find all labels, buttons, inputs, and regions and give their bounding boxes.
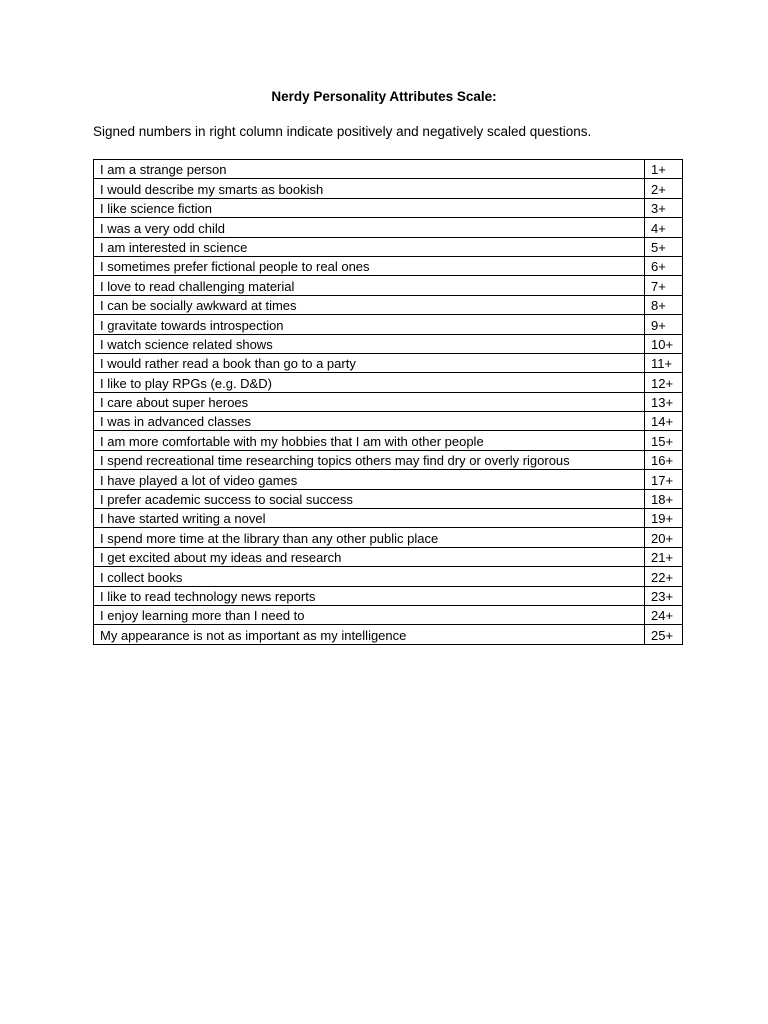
item-score: 8+ — [645, 295, 683, 314]
table-row — [94, 489, 683, 508]
item-score: 10+ — [645, 334, 683, 353]
item-score: 11+ — [645, 353, 683, 372]
item-score: 23+ — [645, 586, 683, 605]
table-row — [94, 450, 683, 469]
item-score: 21+ — [645, 547, 683, 566]
table-row — [94, 315, 683, 334]
item-statement: I like science fiction — [94, 198, 645, 217]
item-statement: I have started writing a novel — [94, 509, 645, 528]
item-statement: I have played a lot of video games — [94, 470, 645, 489]
item-score: 16+ — [645, 450, 683, 469]
item-score: 9+ — [645, 315, 683, 334]
table-row — [94, 218, 683, 237]
item-statement: I can be socially awkward at times — [94, 295, 645, 314]
table-row — [94, 334, 683, 353]
intro-text: Signed numbers in right column indicate positively and negatively scaled questions. — [93, 124, 592, 139]
table-row — [94, 256, 683, 275]
item-score: 4+ — [645, 218, 683, 237]
scale-table-body — [94, 160, 683, 645]
item-statement: My appearance is not as important as my intelligence — [94, 625, 645, 644]
table-row — [94, 353, 683, 372]
item-statement: I collect books — [94, 567, 645, 586]
item-statement: I enjoy learning more than I need to — [94, 605, 645, 624]
item-score: 17+ — [645, 470, 683, 489]
item-statement: I love to read challenging material — [94, 276, 645, 295]
item-statement: I am a strange person — [94, 160, 645, 179]
table-row — [94, 276, 683, 295]
item-statement: I like to play RPGs (e.g. D&D) — [94, 373, 645, 392]
item-score: 15+ — [645, 431, 683, 450]
item-statement: I would describe my smarts as bookish — [94, 179, 645, 198]
table-row — [94, 179, 683, 198]
table-row — [94, 431, 683, 450]
item-score: 14+ — [645, 412, 683, 431]
item-score: 1+ — [645, 160, 683, 179]
item-statement: I was a very odd child — [94, 218, 645, 237]
item-score: 7+ — [645, 276, 683, 295]
table-row — [94, 160, 683, 179]
table-row — [94, 605, 683, 624]
table-row — [94, 373, 683, 392]
item-statement: I like to read technology news reports — [94, 586, 645, 605]
table-row — [94, 625, 683, 644]
item-score: 6+ — [645, 256, 683, 275]
item-statement: I watch science related shows — [94, 334, 645, 353]
item-score: 5+ — [645, 237, 683, 256]
item-score: 13+ — [645, 392, 683, 411]
item-statement: I spend more time at the library than any other public place — [94, 528, 645, 547]
table-row — [94, 567, 683, 586]
table-row — [94, 412, 683, 431]
item-statement: I was in advanced classes — [94, 412, 645, 431]
table-row — [94, 509, 683, 528]
item-statement: I would rather read a book than go to a party — [94, 353, 645, 372]
table-row — [94, 528, 683, 547]
item-statement: I spend recreational time researching topics others may find dry or overly rigorous — [94, 450, 645, 469]
table-row — [94, 586, 683, 605]
item-score: 2+ — [645, 179, 683, 198]
item-score: 20+ — [645, 528, 683, 547]
table-row — [94, 198, 683, 217]
item-statement: I am interested in science — [94, 237, 645, 256]
item-score: 18+ — [645, 489, 683, 508]
item-score: 22+ — [645, 567, 683, 586]
table-row — [94, 295, 683, 314]
table-row — [94, 237, 683, 256]
item-statement: I care about super heroes — [94, 392, 645, 411]
item-score: 19+ — [645, 509, 683, 528]
item-statement: I get excited about my ideas and research — [94, 547, 645, 566]
item-score: 24+ — [645, 605, 683, 624]
table-row — [94, 470, 683, 489]
scale-table — [93, 159, 683, 645]
page-title: Nerdy Personality Attributes Scale: — [271, 89, 497, 104]
item-score: 25+ — [645, 625, 683, 644]
item-statement: I gravitate towards introspection — [94, 315, 645, 334]
item-statement: I sometimes prefer fictional people to real ones — [94, 256, 645, 275]
item-score: 3+ — [645, 198, 683, 217]
item-statement: I prefer academic success to social success — [94, 489, 645, 508]
item-statement: I am more comfortable with my hobbies that I am with other people — [94, 431, 645, 450]
item-score: 12+ — [645, 373, 683, 392]
table-row — [94, 547, 683, 566]
table-row — [94, 392, 683, 411]
